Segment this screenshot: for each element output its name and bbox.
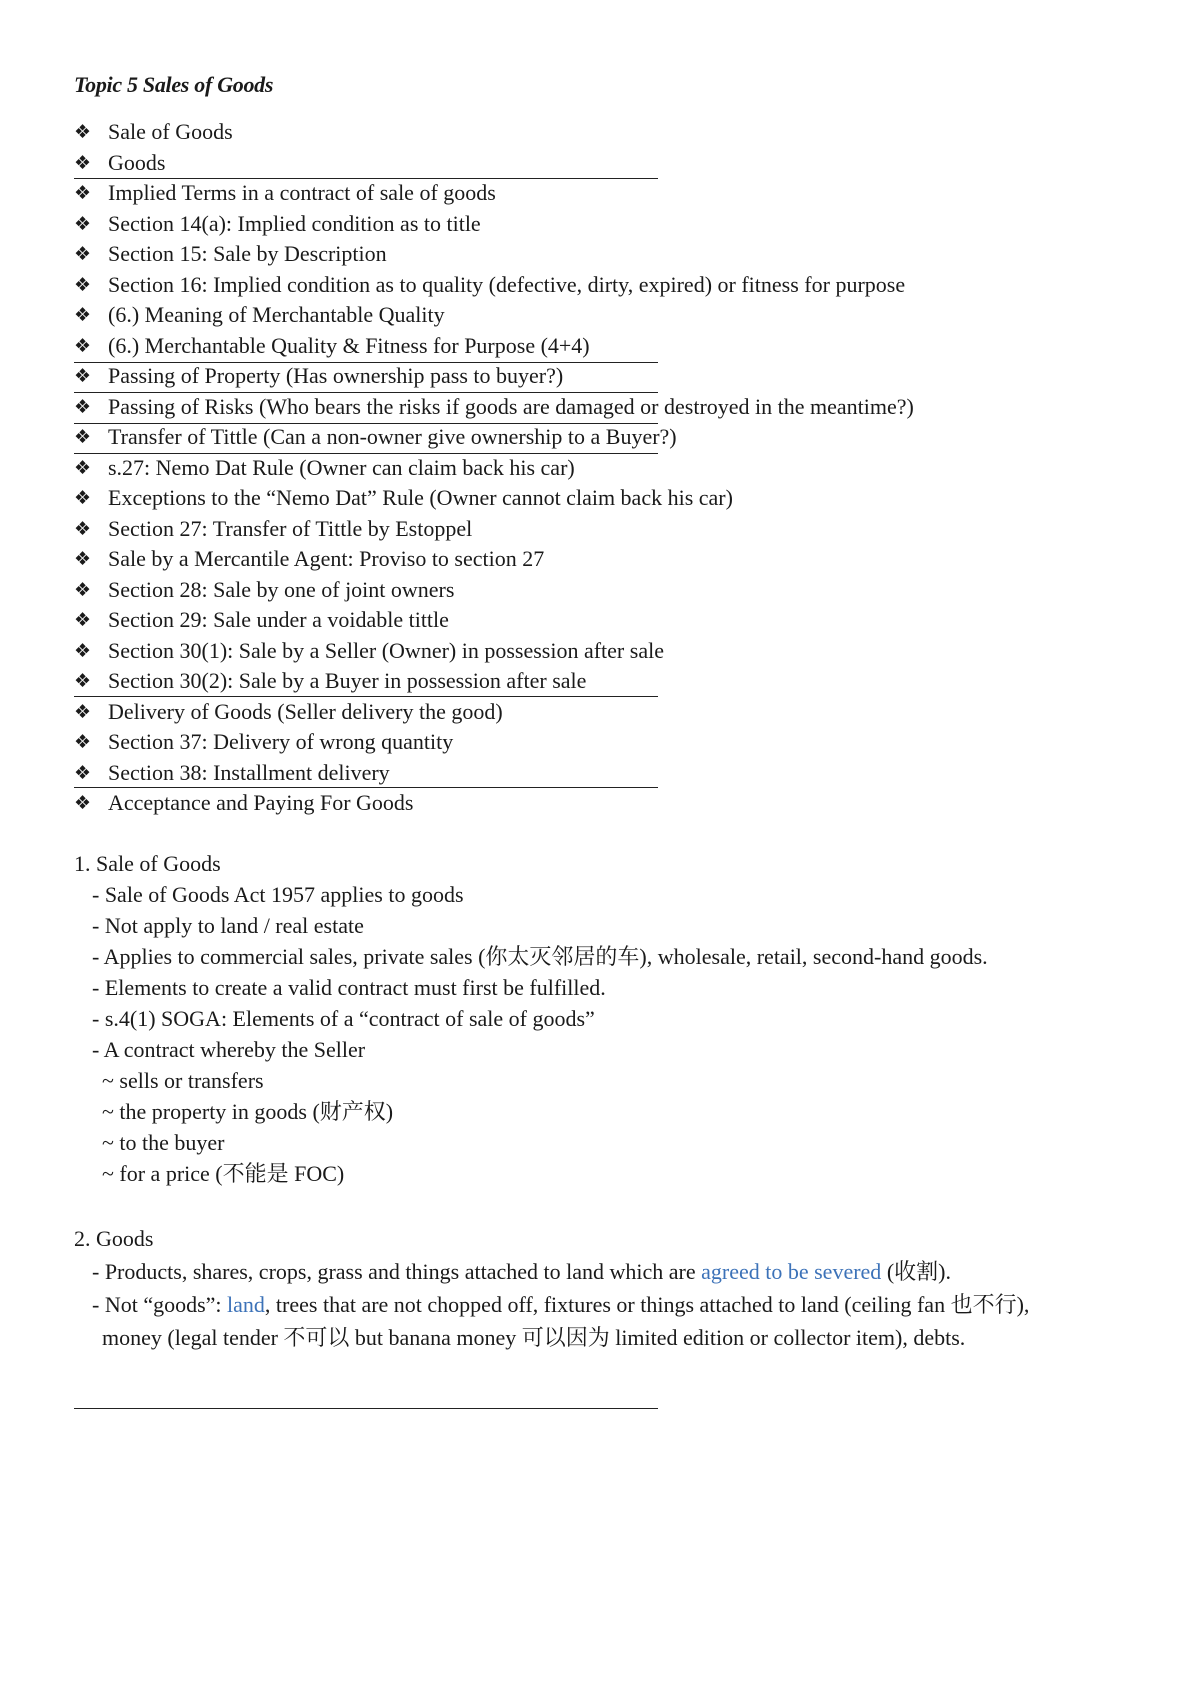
outline-item: ❖ (6.) Merchantable Quality & Fitness for Purpose (4+4) [74, 331, 914, 362]
outline-item: ❖ Transfer of Tittle (Can a non-owner give ownership to a Buyer?) [74, 422, 914, 453]
diamond-bullet-icon: ❖ [74, 700, 92, 723]
note-line-continued: money (legal tender 不可以 but banana money 可以因为 limited edition or collector item), debts. [102, 1325, 966, 1350]
diamond-bullet-icon: ❖ [74, 304, 92, 326]
diamond-bullet-icon: ❖ [74, 792, 92, 814]
outline-item: ❖ Delivery of Goods (Seller delivery the good) [74, 697, 914, 728]
separator-rule [74, 787, 658, 788]
separator-rule [74, 178, 658, 179]
diamond-bullet-icon: ❖ [74, 212, 92, 235]
diamond-bullet-icon: ❖ [74, 548, 92, 570]
outline-item: ❖ Section 30(2): Sale by a Buyer in possession after sale [74, 666, 914, 697]
diamond-bullet-icon: ❖ [74, 121, 92, 143]
outline-item: ❖ Section 15: Sale by Description [74, 239, 914, 270]
outline-item: ❖ Passing of Risks (Who bears the risks if goods are damaged or destroyed in the meantime?) [74, 392, 914, 423]
section-goods [74, 1222, 1029, 1354]
diamond-bullet-icon: ❖ [74, 182, 92, 204]
outline-item: ❖ Section 29: Sale under a voidable tittle [74, 605, 914, 636]
separator-rule [74, 362, 658, 363]
diamond-bullet-icon: ❖ [74, 578, 92, 601]
outline-item: ❖ Section 27: Transfer of Tittle by Estoppel [74, 514, 914, 545]
outline-item: ❖ Section 30(1): Sale by a Seller (Owner) in possession after sale [74, 636, 914, 667]
highlight-text: agreed to be severed [701, 1259, 882, 1284]
contract-element: ~ for a price (不能是 FOC) [102, 1161, 345, 1186]
outline-item: ❖ Acceptance and Paying For Goods [74, 788, 914, 819]
section-heading: 2. Goods [74, 1226, 154, 1251]
diamond-bullet-icon: ❖ [74, 395, 92, 418]
diamond-bullet-icon: ❖ [74, 517, 92, 540]
outline-item: ❖ Section 14(a): Implied condition as to title [74, 209, 914, 240]
outline-item: ❖ (6.) Meaning of Merchantable Quality [74, 300, 914, 331]
note-line: - Applies to commercial sales, private sales (你太灭邻居的车), wholesale, retail, second-hand goods. [92, 944, 988, 969]
diamond-bullet-icon: ❖ [74, 456, 92, 479]
separator-rule [74, 1408, 658, 1409]
section-sale-of-goods [74, 848, 988, 1189]
outline-item: ❖ Section 37: Delivery of wrong quantity [74, 727, 914, 758]
outline-item: ❖ Exceptions to the “Nemo Dat” Rule (Owner cannot claim back his car) [74, 483, 914, 514]
topic-outline-list [74, 117, 914, 819]
contract-element: ~ sells or transfers [102, 1068, 264, 1093]
note-line: - Not apply to land / real estate [92, 913, 364, 938]
diamond-bullet-icon: ❖ [74, 151, 92, 174]
outline-item: ❖ Section 38: Installment delivery [74, 758, 914, 789]
separator-rule [74, 392, 658, 393]
outline-item: ❖ Sale by a Mercantile Agent: Proviso to section 27 [74, 544, 914, 575]
note-line: - Not “goods”: land, trees that are not chopped off, fixtures or things attached to land (ceiling fan 也不行), [92, 1292, 1030, 1317]
contract-element: ~ the property in goods (财产权) [102, 1099, 394, 1124]
outline-item: ❖ Section 16: Implied condition as to quality (defective, dirty, expired) or fitness for purpose [74, 270, 914, 301]
highlight-text: land [227, 1292, 265, 1317]
diamond-bullet-icon: ❖ [74, 243, 92, 265]
note-line: - s.4(1) SOGA: Elements of a “contract of sale of goods” [92, 1006, 595, 1031]
note-line: - Elements to create a valid contract must first be fulfilled. [92, 975, 606, 1000]
diamond-bullet-icon: ❖ [74, 334, 92, 357]
diamond-bullet-icon: ❖ [74, 670, 92, 692]
outline-item: ❖ Passing of Property (Has ownership pass to buyer?) [74, 361, 914, 392]
outline-item: ❖ Sale of Goods [74, 117, 914, 148]
diamond-bullet-icon: ❖ [74, 731, 92, 753]
separator-rule [74, 696, 658, 697]
diamond-bullet-icon: ❖ [74, 639, 92, 662]
note-line: - A contract whereby the Seller [92, 1037, 366, 1062]
diamond-bullet-icon: ❖ [74, 365, 92, 387]
outline-item: ❖ Implied Terms in a contract of sale of goods [74, 178, 914, 209]
diamond-bullet-icon: ❖ [74, 273, 92, 296]
diamond-bullet-icon: ❖ [74, 426, 92, 448]
section-heading: 1. Sale of Goods [74, 851, 221, 876]
note-line: - Products, shares, crops, grass and things attached to land which are agreed to be severed (收割). [92, 1259, 951, 1284]
contract-element: ~ to the buyer [102, 1130, 225, 1155]
diamond-bullet-icon: ❖ [74, 487, 92, 509]
diamond-bullet-icon: ❖ [74, 609, 92, 631]
diamond-bullet-icon: ❖ [74, 761, 92, 784]
outline-item: ❖ s.27: Nemo Dat Rule (Owner can claim back his car) [74, 453, 914, 484]
separator-rule [74, 423, 658, 424]
document-title: Topic 5 Sales of Goods [74, 72, 274, 97]
separator-rule [74, 453, 658, 454]
outline-item: ❖ Goods [74, 148, 914, 179]
outline-item: ❖ Section 28: Sale by one of joint owners [74, 575, 914, 606]
note-line: - Sale of Goods Act 1957 applies to goods [92, 882, 464, 907]
